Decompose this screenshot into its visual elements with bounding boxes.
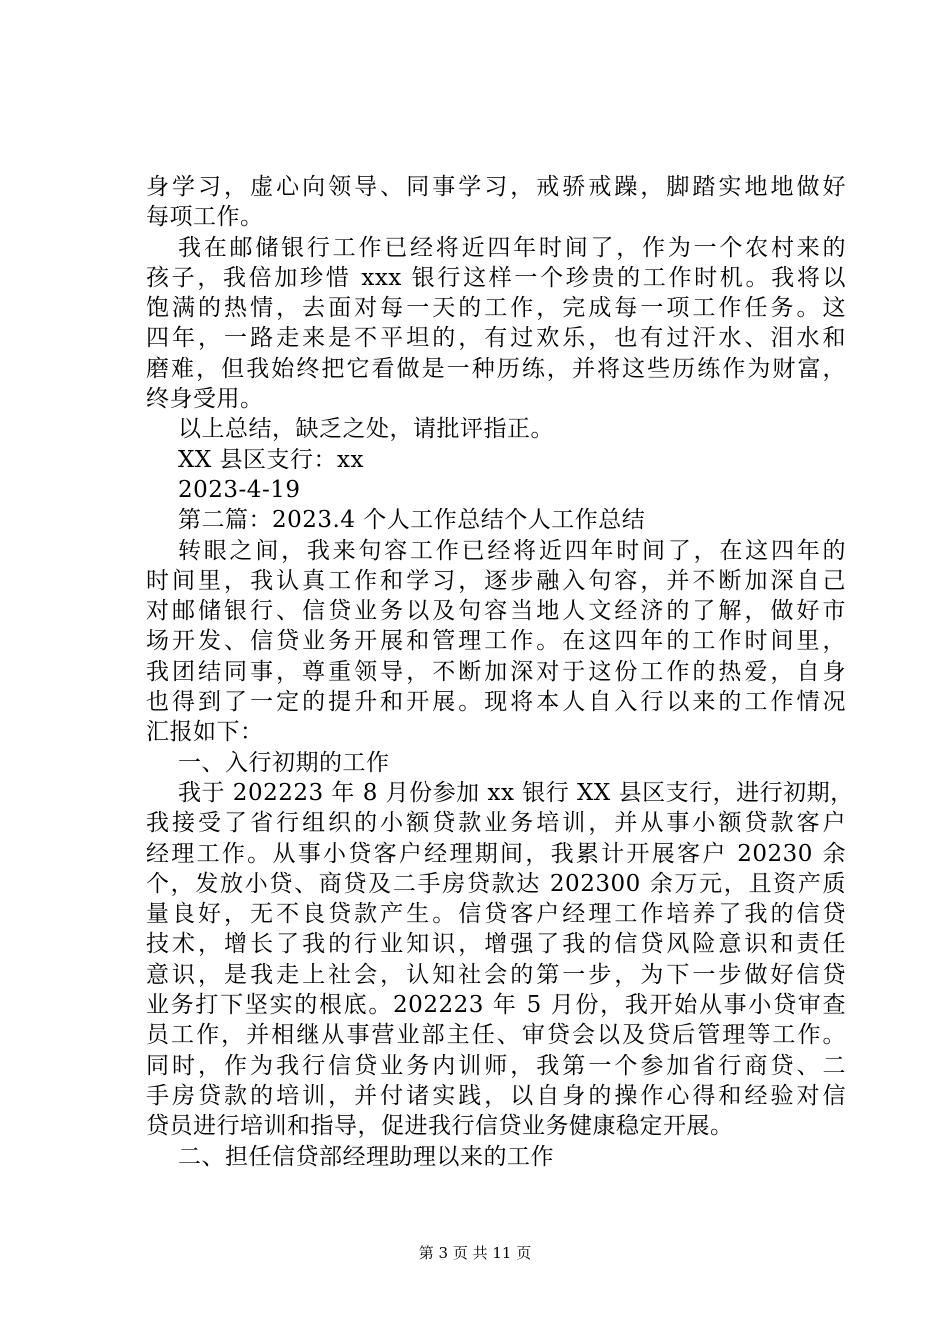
page-footer: 第 3 页 共 11 页 bbox=[418, 1244, 532, 1262]
text-line: 一、入行初期的工作 bbox=[178, 749, 390, 776]
text-line: 四年，一路走来是不平坦的，有过欢乐，也有过汗水、泪水和 bbox=[146, 325, 846, 352]
text-line: 手房贷款的培训，并付诸实践，以自身的操作心得和经验对信 bbox=[146, 1082, 846, 1109]
text-line: 2023-4-19 bbox=[178, 476, 301, 503]
text-line: 量良好，无不良贷款产生。信贷客户经理工作培养了我的信贷 bbox=[146, 901, 846, 928]
text-line: 对邮储银行、信贷业务以及句容当地人文经济的了解，做好市 bbox=[146, 598, 846, 625]
text-line: 意识，是我走上社会，认知社会的第一步，为下一步做好信贷 bbox=[146, 961, 846, 988]
text-line: 业务打下坚实的根底。202223 年 5 月份，我开始从事小贷审查 bbox=[146, 992, 846, 1019]
text-line: 饱满的热情，去面对每一天的工作，完成每一项工作任务。这 bbox=[146, 295, 846, 322]
text-line: 个，发放小贷、商贷及二手房贷款达 202300 余万元，且资产质 bbox=[146, 870, 846, 897]
text-line: 同时，作为我行信贷业务内训师，我第一个参加省行商贷、二 bbox=[146, 1052, 846, 1079]
text-line: 终身受用。 bbox=[146, 386, 264, 413]
text-line: 转眼之间，我来句容工作已经将近四年时间了，在这四年的 bbox=[178, 537, 846, 564]
text-line: 二、担任信贷部经理助理以来的工作 bbox=[178, 1143, 554, 1170]
text-line: 经理工作。从事小贷客户经理期间，我累计开展客户 20230 余 bbox=[146, 840, 846, 867]
text-line: 第二篇：2023.4 个人工作总结个人工作总结 bbox=[178, 507, 646, 534]
text-line: 场开发、信贷业务开展和管理工作。在这四年的工作时间里， bbox=[146, 628, 846, 655]
text-line: 身学习，虚心向领导、同事学习，戒骄戒躁，脚踏实地地做好 bbox=[146, 174, 846, 200]
text-line: 孩子，我倍加珍惜 xxx 银行这样一个珍贵的工作时机。我将以 bbox=[146, 264, 846, 291]
text-line: 磨难，但我始终把它看做是一种历练，并将这些历练作为财富， bbox=[146, 355, 846, 382]
text-line: 贷员进行培训和指导，促进我行信贷业务健康稳定开展。 bbox=[146, 1113, 734, 1140]
text-line: XX 县区支行：xx bbox=[178, 446, 365, 473]
text-line: 也得到了一定的提升和开展。现将本人自入行以来的工作情况 bbox=[146, 689, 846, 716]
text-line: 技术，增长了我的行业知识，增强了我的信贷风险意识和责任 bbox=[146, 931, 846, 958]
text-line: 以上总结，缺乏之处，请批评指正。 bbox=[178, 416, 554, 443]
text-line: 汇报如下： bbox=[146, 719, 264, 746]
text-line: 我团结同事，尊重领导，不断加深对于这份工作的热爱，自身 bbox=[146, 658, 846, 685]
text-line: 我于 202223 年 8 月份参加 xx 银行 XX 县区支行，进行初期， bbox=[178, 779, 854, 806]
text-line: 我接受了省行组织的小额贷款业务培训，并从事小额贷款客户 bbox=[146, 810, 846, 837]
document-body bbox=[146, 172, 854, 1172]
text-line: 员工作，并相继从事营业部主任、审贷会以及贷后管理等工作。 bbox=[146, 1022, 846, 1049]
text-line: 时间里，我认真工作和学习，逐步融入句容，并不断加深自己 bbox=[146, 567, 846, 594]
text-line: 我在邮储银行工作已经将近四年时间了，作为一个农村来的 bbox=[178, 234, 846, 261]
text-line: 每项工作。 bbox=[146, 204, 264, 231]
